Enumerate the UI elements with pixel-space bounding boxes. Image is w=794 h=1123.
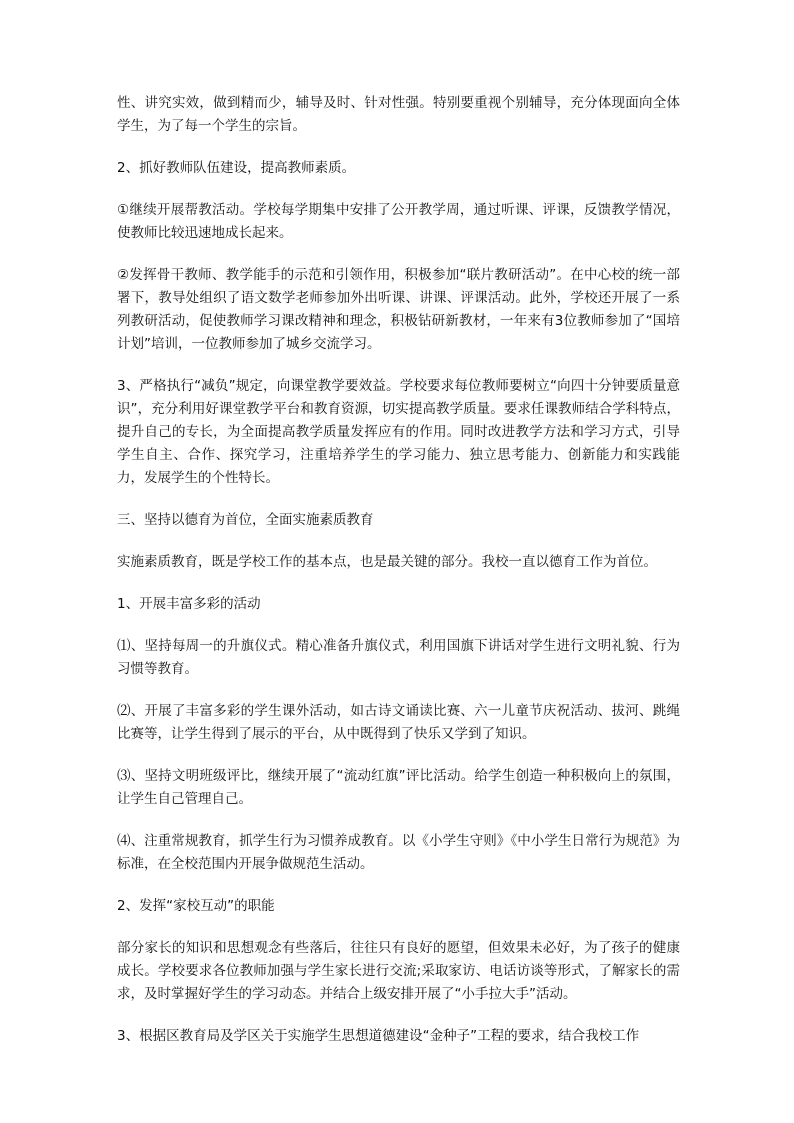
heading-home-school: 2、发挥“家校互动”的职能 — [117, 898, 275, 914]
paragraph-reduce-burden: 3、严格执行“减负”规定，向课堂教学要效益。学校要求每位教师要树立“向四十分钟要质量意识”，充分利用好课堂教学平台和教育资源，切实提高教学质量。要求任课教师结合学科特点，提升自己的专长，为全面提高教学质量发挥应有的作用。同时改进教学方法和学习方式，引导学生自主、合作、探究学习，注重培养学生的学习能力、独立思考能力、创新能力和实践能力，发展学生的个性特长。 — [117, 378, 680, 486]
paragraph-routine-education: ⑷、注重常规教育，抓学生行为习惯养成教育。以《小学生守则》《中小学生日常行为规范》为标准，在全校范围内开展争做规范生活动。 — [117, 833, 680, 872]
paragraph-flag-ceremony: ⑴、坚持每周一的升旗仪式。精心准备升旗仪式，利用国旗下讲话对学生进行文明礼貌、行为习惯等教育。 — [117, 638, 680, 677]
paragraph-tutoring: 性、讲究实效，做到精而少，辅导及时、针对性强。特别要重视个别辅导，充分体现面向全体学生，为了每一个学生的宗旨。 — [117, 95, 680, 134]
document-page — [117, 92, 680, 1067]
paragraph-backbone-teachers: ②发挥骨干教师、教学能手的示范和引领作用，积极参加“联片教研活动”。在中心校的统一部署下，教导处组织了语文数学老师参加外出听课、讲课、评课活动。此外，学校还开展了一系列教研活动，促使教师学习课改精神和理念，积极钻研新教材，一年来有3位教师参加了“国培计划”培训，一位教师参加了城乡交流学习。 — [117, 267, 680, 352]
heading-teacher-team: 2、抓好教师队伍建设，提高教师素质。 — [117, 160, 356, 176]
paragraph-quality-education: 实施素质教育，既是学校工作的基本点，也是最关键的部分。我校一直以德育工作为首位。 — [117, 554, 657, 570]
heading-activities: 1、开展丰富多彩的活动 — [117, 596, 261, 612]
paragraph-golden-seed: 3、根据区教育局及学区关于实施学生思想道德建设“金种子”工程的要求，结合我校工作 — [117, 1028, 640, 1044]
paragraph-parents: 部分家长的知识和思想观念有些落后，往往只有良好的愿望，但效果未必好，为了孩子的健康成长。学校要求各位教师加强与学生家长进行交流;采取家访、电话访谈等形式，了解家长的需求，及时掌握好学生的学习动态。并结合上级安排开展了“小手拉大手”活动。 — [117, 940, 680, 1002]
heading-moral-education: 三、坚持以德育为首位，全面实施素质教育 — [117, 512, 374, 528]
paragraph-mentoring: ①继续开展帮教活动。学校每学期集中安排了公开教学周，通过听课、评课，反馈教学情况，使教师比较迅速地成长起来。 — [117, 202, 680, 241]
paragraph-extracurricular: ⑵、开展了丰富多彩的学生课外活动，如古诗文诵读比赛、六一儿童节庆祝活动、拔河、跳绳比赛等，让学生得到了展示的平台，从中既得到了快乐又学到了知识。 — [117, 703, 680, 742]
paragraph-class-evaluation: ⑶、坚持文明班级评比，继续开展了“流动红旗”评比活动。给学生创造一种积极向上的氛围，让学生自己管理自己。 — [117, 768, 680, 807]
